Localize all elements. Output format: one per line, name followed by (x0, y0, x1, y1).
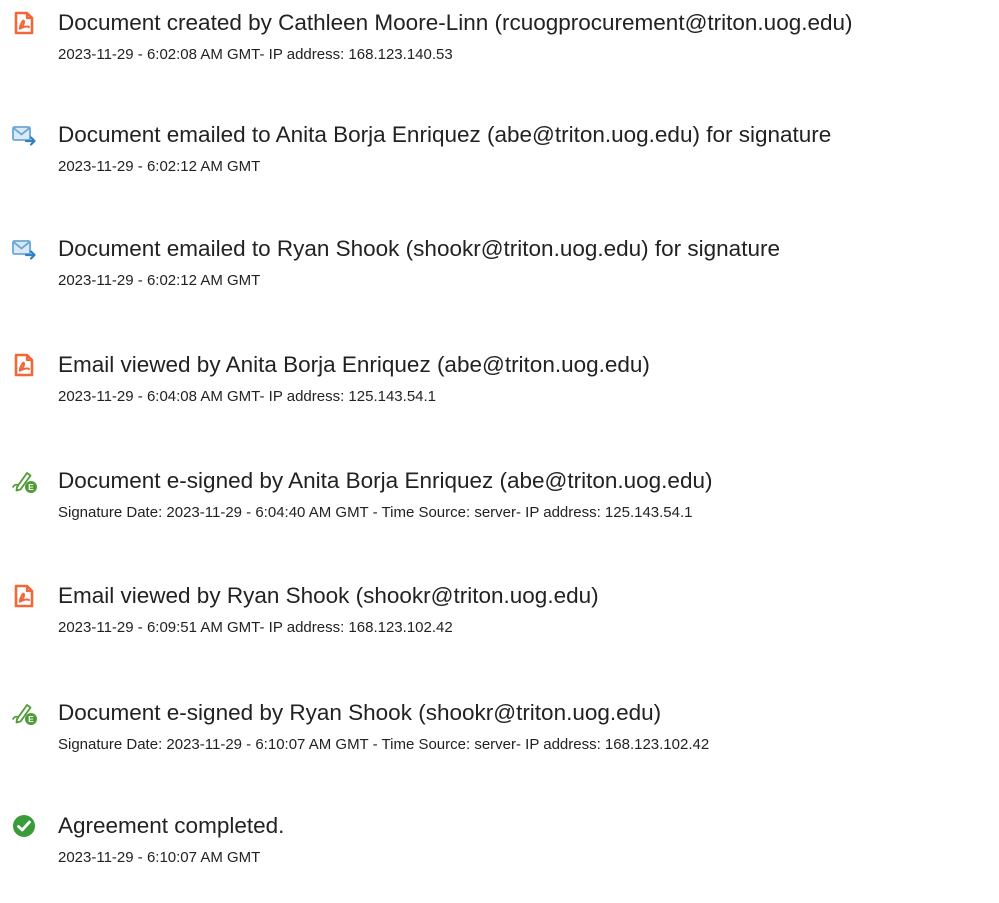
audit-event-timestamp: 2023-11-29 - 6:09:51 AM GMT- IP address: 168.123.102.42 (58, 619, 453, 636)
audit-event-title: Document e-signed by Anita Borja Enriquez (abe@triton.uog.edu) (58, 468, 713, 493)
audit-event-title: Email viewed by Anita Borja Enriquez (abe@triton.uog.edu) (58, 352, 650, 377)
e-sign-pen-icon (10, 699, 38, 727)
audit-event-e-signed (0, 458, 999, 558)
audit-event-title: Agreement completed. (58, 813, 285, 838)
audit-event-emailed (0, 226, 999, 326)
audit-event-title: Document created by Cathleen Moore-Linn (rcuogprocurement@triton.uog.edu) (58, 10, 853, 35)
email-viewed-icon (10, 351, 38, 379)
audit-event-timestamp: 2023-11-29 - 6:02:12 AM GMT (58, 272, 261, 289)
audit-event-timestamp: Signature Date: 2023-11-29 - 6:04:40 AM GMT - Time Source: server- IP address: 125.143.54.1 (58, 504, 693, 521)
audit-event-timestamp: Signature Date: 2023-11-29 - 6:10:07 AM GMT - Time Source: server- IP address: 168.123.102.42 (58, 736, 710, 753)
audit-event-email-viewed (0, 342, 999, 442)
email-sent-icon (10, 235, 38, 263)
audit-event-document-created (0, 0, 999, 100)
email-viewed-icon (10, 582, 38, 610)
audit-event-timestamp: 2023-11-29 - 6:04:08 AM GMT- IP address: 125.143.54.1 (58, 388, 437, 405)
audit-event-title: Document e-signed by Ryan Shook (shookr@triton.uog.edu) (58, 700, 662, 725)
audit-event-timestamp: 2023-11-29 - 6:10:07 AM GMT (58, 849, 261, 866)
audit-event-timestamp: 2023-11-29 - 6:02:08 AM GMT- IP address: 168.123.140.53 (58, 46, 453, 63)
audit-event-title: Document emailed to Anita Borja Enriquez (abe@triton.uog.edu) for signature (58, 122, 832, 147)
audit-event-emailed (0, 112, 999, 212)
document-created-icon (10, 9, 38, 37)
audit-event-email-viewed (0, 573, 999, 673)
audit-event-timestamp: 2023-11-29 - 6:02:12 AM GMT (58, 158, 261, 175)
svg-text:E: E (28, 482, 34, 493)
agreement-completed-check-icon (10, 812, 38, 840)
e-sign-pen-icon (10, 467, 38, 495)
audit-event-title: Email viewed by Ryan Shook (shookr@triton.uog.edu) (58, 583, 599, 608)
svg-text:E: E (28, 714, 34, 725)
audit-event-title: Document emailed to Ryan Shook (shookr@triton.uog.edu) for signature (58, 236, 780, 261)
email-sent-icon (10, 121, 38, 149)
audit-event-agreement-completed (0, 803, 999, 903)
audit-event-e-signed (0, 690, 999, 790)
